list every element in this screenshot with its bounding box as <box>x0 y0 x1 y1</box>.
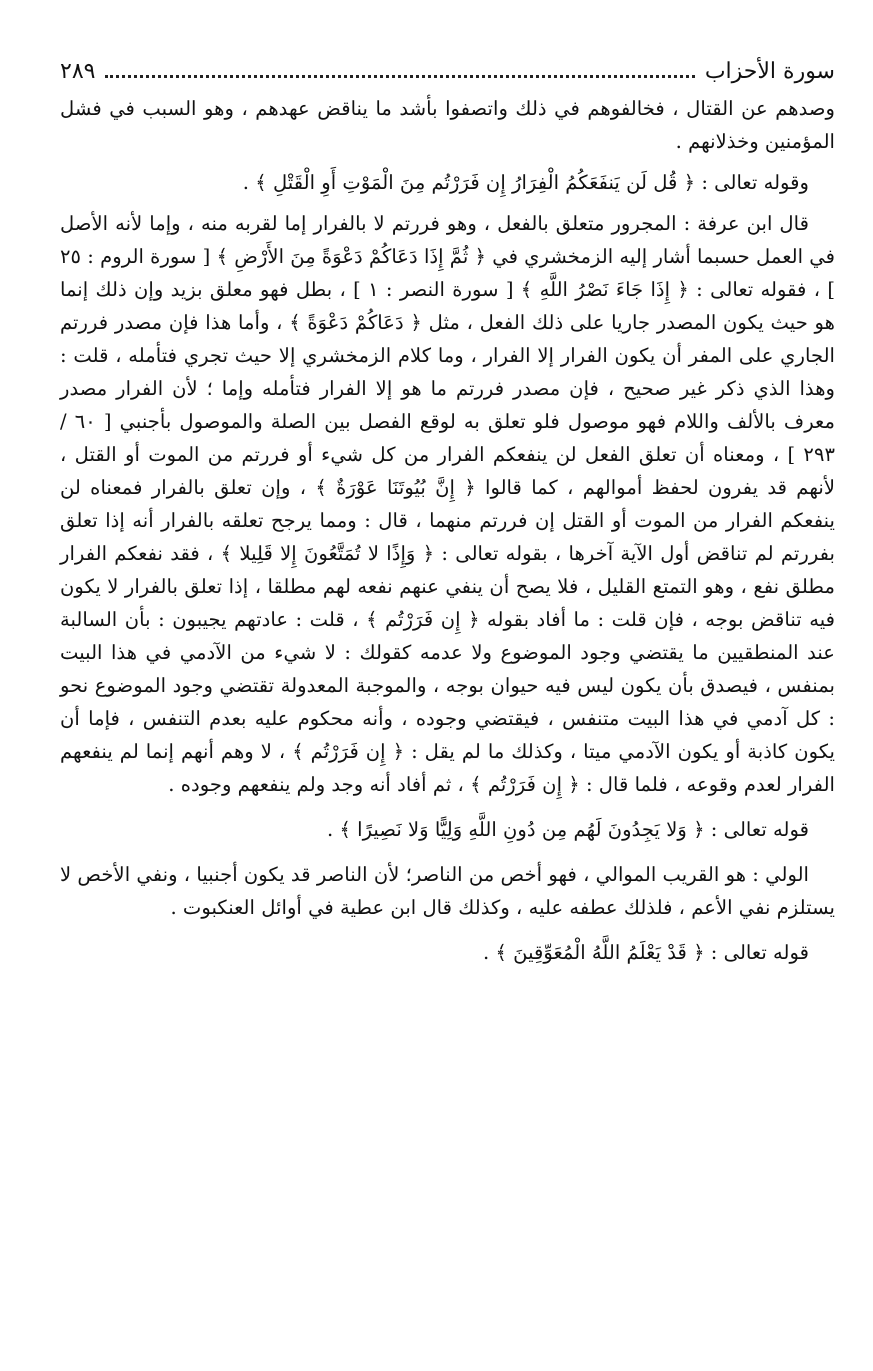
dotted-leader <box>105 75 694 78</box>
verse-quote-1: وقوله تعالى : ﴿ قُل لَن يَنفَعَكُمُ الْفِرَارُ إِن فَرَرْتُم مِنَ الْمَوْتِ أَوِ الْقَتْلِ ﴾ . <box>242 171 809 194</box>
verse-quote-3: قوله تعالى : ﴿ قَدْ يَعْلَمُ اللَّهُ الْمُعَوِّقِينَ ﴾ . <box>483 941 809 964</box>
paragraph-continuation: وصدهم عن القتال ، فخالفوهم في ذلك واتصفوا بأشد ما يناقض عهدهم ، وهو السبب في فشل المؤمنين وخذلانهم . <box>60 97 835 153</box>
surah-title: سورة الأحزاب <box>704 59 835 84</box>
running-head <box>60 58 835 88</box>
commentary-ibn-arafa: قال ابن عرفة : المجرور متعلق بالفعل ، وهو فررتم لا بالفرار إما لقربه منه ، وإما لأنه الأصل في العمل حسبما أشار إليه الزمخشري في ﴿ ثُمَّ إِذَا دَعَاكُمْ دَعْوَةً مِنَ الأَرْضِ ﴾ [ سورة الروم : ٢٥ ] ، فقوله تعالى : ﴿ إِذَا جَاءَ نَصْرُ اللَّهِ ﴾ [ سورة النصر : ١ ] ، بطل فهو معلق بزيد وإن ذلك إنما هو حيث يكون المصدر جاريا على ذلك الفعل ، مثل ﴿ دَعَاكُمْ دَعْوَةً ﴾ ، وأما هذا فإن مصدر فررتم الجاري على المفر أن يكون الفرار إلا الفرار ، وما كلام الزمخشري إلا حيث تجري فتأمله ، قلت : وهذا الذي ذكر غير صحيح ، فإن مصدر فررتم ما هو إلا الفرار فتأمله وإما ؛ لأن الفرار مصدر معرف بالألف واللام فهو موصول فلو تعلق به لوقع الفصل بين الصلة والموصول بأجنبي [ ٦٠ / ٢٩٣ ] ، ومعناه أن تعلق الفعل لن ينفعكم الفرار من كل شيء أو فررتم من الموت أو القتل ، لأنهم قد يفرون لحفظ أموالهم ، كما قالوا ﴿ إِنَّ بُيُوتَنَا عَوْرَةٌ ﴾ ، وإن تعلق بالفرار فمعناه لن ينفعكم الفرار من الموت أو القتل إن فررتم منهما ، قال : ومما يرجح تعلقه بالفرار أنه إذا تعلق بفررتم لم تناقض أول الآية آخرها ، بقوله تعالى : ﴿ وَإِذًا لا تُمَتَّعُونَ إِلا قَلِيلا ﴾ ، فقد نفعكم الفرار مطلق نفع ، وهو التمتع القليل ، فلا يصح أن ينفي عنهم نفعه لهم مطلقا ، إذا تعلق بالفرار لا يكون فيه تناقض بوجه ، فإن قلت : ما أفاد بقوله ﴿ إِن فَرَرْتُم ﴾ ، قلت : عادتهم يجيبون : بأن السالبة عند المنطقيين ما يقتضي وجود الموضوع ولا عدمه كقولك : لا شيء من الآدمي في هذا البيت بمنفس ، فيصدق بأن يكون ليس فيه حيوان بوجه ، والموجبة المعدولة تقتضي وجود الموضوع نحو : كل آدمي في هذا البيت متنفس ، فيقتضي وجوده ، وأنه محكوم عليه بعدم التنفس ، فإما أن يكون كاذبة أو يكون الآدمي ميتا ، وكذلك ما لم يقل : ﴿ إِن فَرَرْتُم ﴾ ، لا وهم أنهم إنما لم ينفعهم الفرار لعدم وقوعه ، فلما قال : ﴿ إِن فَرَرْتُم ﴾ ، ثم أفاد أنه وجد ولم ينفعهم وجوده . <box>60 212 836 796</box>
commentary-wali: الولي : هو القريب الموالي ، فهو أخص من الناصر؛ لأن الناصر قد يكون أجنبيا ، ونفي الأخص لا يستلزم نفي الأعم ، فلذلك عطفه عليه ، وكذلك قال ابن عطية في أوائل العنكبوت . <box>60 863 835 919</box>
page-number: ٢٨٩ <box>60 59 96 84</box>
book-page <box>60 58 835 969</box>
verse-quote-2: قوله تعالى : ﴿ وَلا يَجِدُونَ لَهُم مِن دُونِ اللَّهِ وَلِيًّا وَلا نَصِيرًا ﴾ . <box>327 818 809 841</box>
